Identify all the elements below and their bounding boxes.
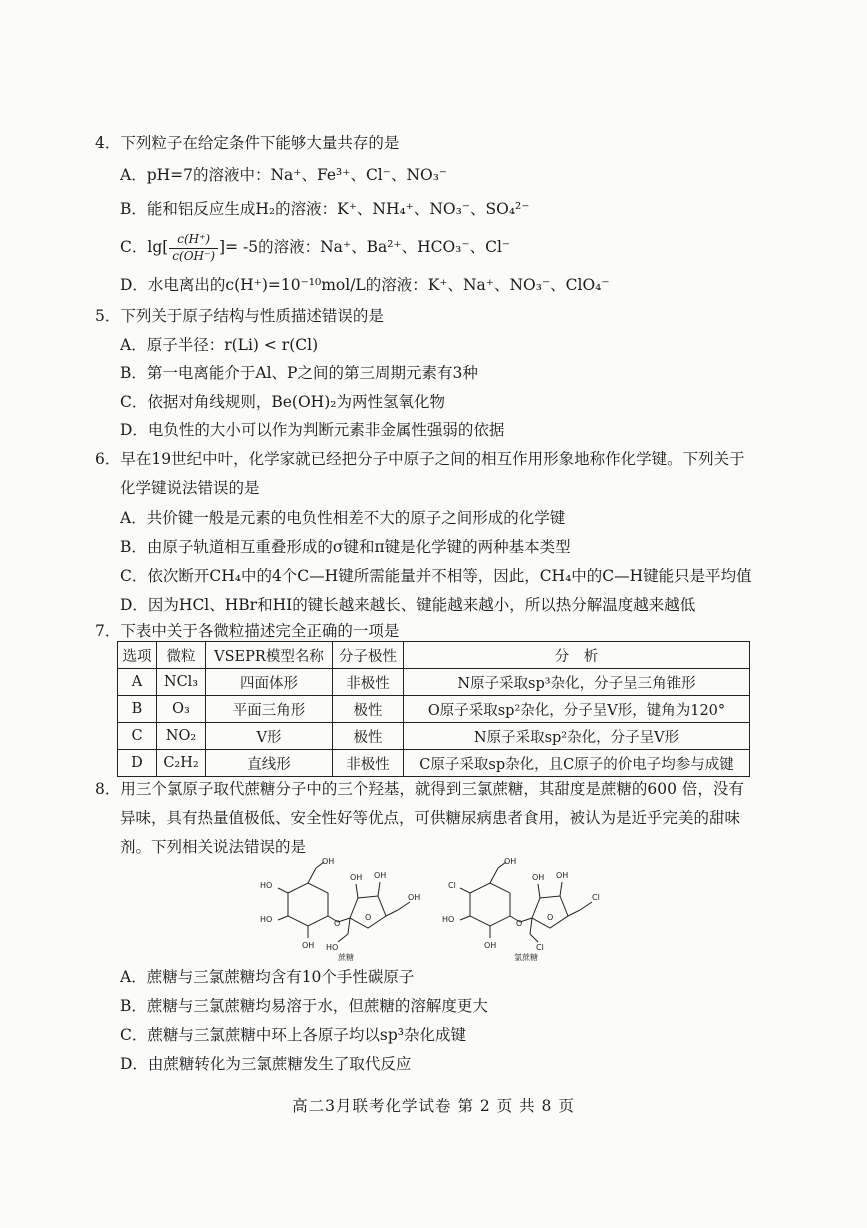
svg-text:O: O [365, 913, 372, 922]
table-cell: 四面体形 [206, 669, 333, 696]
svg-text:Cl: Cl [448, 881, 456, 890]
q6-stem-line1: 6．早在19世纪中叶，化学家就已经把分子中原子之间的相互作用形象地称作化学键。下列关于 [95, 450, 745, 468]
table-header-cell: 分子极性 [333, 642, 404, 669]
svg-text:OH: OH [350, 873, 363, 882]
table-cell: 平面三角形 [206, 696, 333, 723]
q5-option-d: D．电负性的大小可以作为判断元素非金属性强弱的依据 [120, 421, 505, 439]
table-header-row [118, 642, 750, 669]
svg-text:OH: OH [408, 893, 421, 902]
table-cell: B [118, 696, 157, 723]
table-row [118, 669, 750, 696]
table-cell: NCl₃ [157, 669, 206, 696]
table-cell: A [118, 669, 157, 696]
q4-option-c [120, 232, 510, 264]
table-cell: 直线形 [206, 750, 333, 777]
q4-option-b: B．能和铝反应生成H₂的溶液：K⁺、NH₄⁺、NO₃⁻、SO₄²⁻ [120, 200, 530, 218]
q5-stem: 5．下列关于原子结构与性质描述错误的是 [95, 307, 384, 325]
q4-option-a: A．pH=7的溶液中：Na⁺、Fe³⁺、Cl⁻、NO₃⁻ [120, 166, 448, 184]
q6-option-b: B．由原子轨道相互重叠形成的σ键和π键是化学键的两种基本类型 [120, 538, 571, 556]
page-footer: 高二3月联考化学试卷 第 2 页 共 8 页 [292, 1097, 575, 1115]
q5-option-c: C．依据对角线规则，Be(OH)₂为两性氢氧化物 [120, 393, 445, 411]
q4-option-d: D．水电离出的c(H⁺)=10⁻¹⁰mol/L的溶液：K⁺、Na⁺、NO₃⁻、ClO₄⁻ [120, 276, 610, 294]
q5-option-a: A．原子半径：r(Li) < r(Cl) [120, 336, 319, 354]
q8-option-d: D．由蔗糖转化为三氯蔗糖发生了取代反应 [120, 1055, 412, 1073]
q8-option-b: B．蔗糖与三氯蔗糖均易溶于水，但蔗糖的溶解度更大 [120, 997, 488, 1015]
svg-text:Cl: Cl [592, 893, 600, 902]
table-cell: 极性 [333, 696, 404, 723]
table-cell: 非极性 [333, 669, 404, 696]
table-cell: V形 [206, 723, 333, 750]
q8-stem-line3: 剂。下列相关说法错误的是 [120, 838, 307, 856]
table-row [118, 750, 750, 777]
svg-text:OH: OH [532, 873, 545, 882]
svg-text:HO: HO [260, 915, 273, 924]
q4-option-c-suffix: ]= -5的溶液：Na⁺、Ba²⁺、HCO₃⁻、Cl⁻ [219, 238, 511, 257]
sucralose-structure-diagram [440, 858, 620, 963]
svg-text:OH: OH [556, 871, 569, 880]
table-cell: C原子采取sp杂化，且C原子的价电子均参与成键 [404, 750, 750, 777]
table-row [118, 696, 750, 723]
q4-stem: 4．下列粒子在给定条件下能够大量共存的是 [95, 134, 400, 152]
q5-option-b: B．第一电离能介于Al、P之间的第三周期元素有3种 [120, 364, 478, 382]
q6-option-d: D．因为HCl、HBr和HI的键长越来越长、键能越来越小，所以热分解温度越来越低 [120, 596, 696, 614]
table-row [118, 723, 750, 750]
table-cell: O₃ [157, 696, 206, 723]
svg-text:O: O [334, 919, 341, 928]
svg-text:HO: HO [260, 881, 273, 890]
table-header-cell: 分 析 [404, 642, 750, 669]
sucrose-structure-diagram [258, 858, 438, 963]
q4-option-c-prefix: C．lg[ [120, 238, 169, 257]
svg-text:OH: OH [374, 871, 387, 880]
sucralose-label: 氯蔗糖 [514, 953, 538, 962]
svg-text:OH: OH [484, 941, 497, 950]
q6-stem-line2: 化学键说法错误的是 [120, 479, 260, 497]
q4-option-c-fraction [169, 232, 218, 264]
sucrose-label: 蔗糖 [338, 953, 354, 962]
table-header-cell: VSEPR模型名称 [206, 642, 333, 669]
table-cell: NO₂ [157, 723, 206, 750]
fraction-numerator: c(H⁺) [169, 232, 218, 249]
q8-option-c: C．蔗糖与三氯蔗糖中环上各原子均以sp³杂化成键 [120, 1026, 466, 1044]
q8-stem-line1: 8．用三个氯原子取代蔗糖分子中的三个羟基，就得到三氯蔗糖，其甜度是蔗糖的600 倍，没有 [95, 780, 744, 798]
svg-text:OH: OH [504, 858, 517, 866]
svg-text:Cl: Cl [536, 943, 544, 952]
svg-text:OH: OH [322, 858, 335, 866]
table-cell: C₂H₂ [157, 750, 206, 777]
q6-option-a: A．共价键一般是元素的电负性相差不大的原子之间形成的化学键 [120, 509, 566, 527]
table-cell: C [118, 723, 157, 750]
table-cell: O原子采取sp²杂化，分子呈V形，键角为120° [404, 696, 750, 723]
table-cell: D [118, 750, 157, 777]
table-cell: N原子采取sp²杂化，分子呈V形 [404, 723, 750, 750]
q7-table [117, 641, 750, 777]
table-header-cell: 微粒 [157, 642, 206, 669]
table-cell: 极性 [333, 723, 404, 750]
table-cell: 非极性 [333, 750, 404, 777]
q7-stem: 7．下表中关于各微粒描述完全正确的一项是 [95, 622, 400, 640]
svg-text:HO: HO [326, 943, 339, 952]
table-cell: N原子采取sp³杂化，分子呈三角锥形 [404, 669, 750, 696]
q6-option-c: C．依次断开CH₄中的4个C—H键所需能量并不相等，因此，CH₄中的C—H键能只是平均值 [120, 567, 752, 585]
svg-text:HO: HO [442, 915, 455, 924]
q8-stem-line2: 异味，具有热量值极低、安全性好等优点，可供糖尿病患者食用，被认为是近乎完美的甜味 [120, 809, 741, 827]
svg-text:OH: OH [302, 941, 315, 950]
q8-option-a: A．蔗糖与三氯蔗糖均含有10个手性碳原子 [120, 968, 415, 986]
table-header-cell: 选项 [118, 642, 157, 669]
fraction-denominator: c(OH⁻) [172, 248, 216, 263]
svg-text:O: O [547, 913, 554, 922]
svg-text:O: O [516, 919, 523, 928]
